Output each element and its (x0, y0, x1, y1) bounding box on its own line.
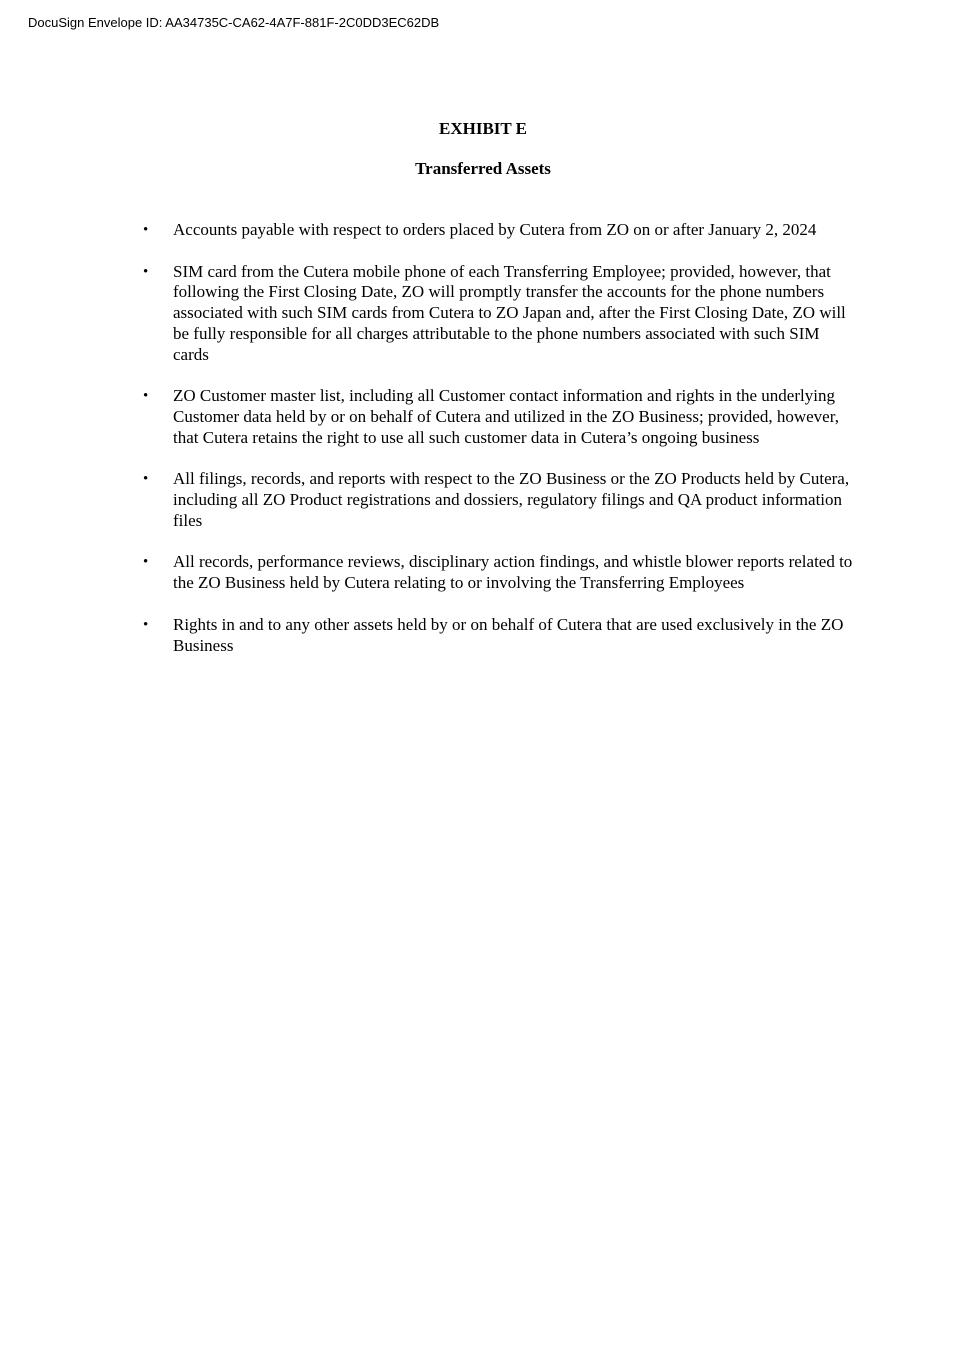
bullet-icon: • (143, 471, 149, 488)
list-item-text: Accounts payable with respect to orders placed by Cutera from ZO on or after January 2, 2024 (173, 220, 817, 239)
bullet-icon: • (143, 263, 149, 280)
list-item-text: ZO Customer master list, including all Customer contact information and rights in the underlying Customer data held by or on behalf of Cutera and utilized in the ZO Business; provided, however, that Cutera retains the right to use all such customer data in Cutera’s ongoing business (173, 386, 839, 447)
transferred-assets-list (0, 220, 966, 677)
list-item (0, 386, 853, 448)
docusign-envelope-id: DocuSign Envelope ID: AA34735C-CA62-4A7F-881F-2C0DD3EC62DB (28, 15, 440, 30)
bullet-icon: • (143, 616, 149, 633)
list-item-text: SIM card from the Cutera mobile phone of each Transferring Employee; provided, however, that following the First Closing Date, ZO will promptly transfer the accounts for the phone numbers associated with such SIM cards from Cutera to ZO Japan and, after the First Closing Date, ZO will be fully responsible for all charges attributable to the phone numbers associated with such SIM cards (173, 261, 846, 364)
bullet-icon: • (143, 388, 149, 405)
list-item (0, 552, 853, 593)
exhibit-title: EXHIBIT E (438, 119, 528, 138)
list-item (0, 469, 853, 531)
list-item-text: All filings, records, and reports with respect to the ZO Business or the ZO Products held by Cutera, including all ZO Product registrations and dossiers, regulatory filings and QA product information files (173, 469, 850, 530)
bullet-icon: • (143, 222, 149, 238)
list-item (0, 262, 853, 366)
bullet-icon: • (143, 554, 149, 571)
list-item (0, 615, 853, 656)
list-item-text: Rights in and to any other assets held by or on behalf of Cutera that are used exclusively in the ZO Business (173, 614, 844, 655)
list-item-text: All records, performance reviews, disciplinary action findings, and whistle blower reports related to the ZO Business held by Cutera relating to or involving the Transferring Employees (173, 552, 853, 593)
list-item (0, 220, 853, 241)
exhibit-subtitle: Transferred Assets (415, 159, 551, 178)
